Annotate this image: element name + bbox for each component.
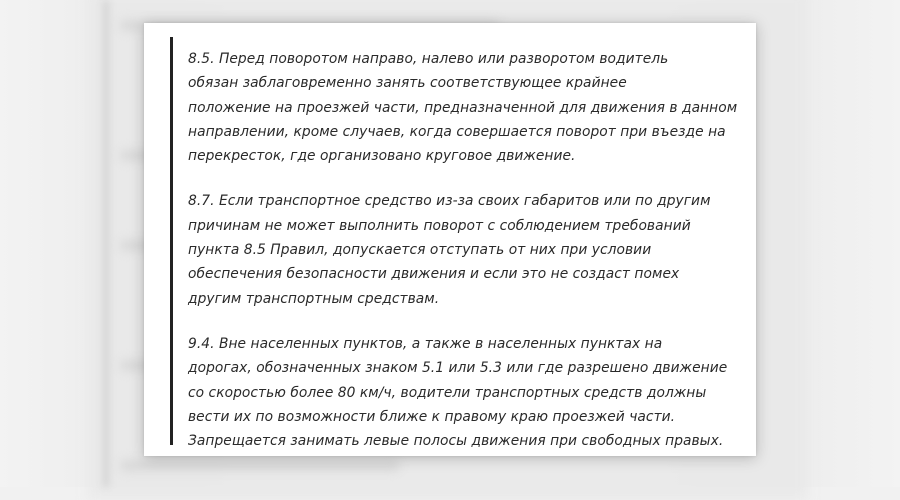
quote-card bbox=[144, 23, 756, 456]
paragraph-line: пункта 8.5 Правил, допускается отступать от них при условии bbox=[188, 242, 652, 259]
paragraph-line: 8.5. Перед поворотом направо, налево или разворотом водитель bbox=[188, 51, 669, 67]
paragraph-line: вести их по возможности ближе к правому краю проезжей части. bbox=[188, 408, 676, 425]
paragraph-line: причинам не может выполнить поворот с соблюдением требований bbox=[188, 217, 691, 234]
paragraph-line: положение на проезжей части, предназначенной для движения в данном bbox=[188, 99, 738, 116]
paragraph-line: со скоростью более 80 км/ч, водители транспортных средств должны bbox=[188, 384, 707, 401]
paragraph-line: обязан заблаговременно занять соответствующее крайнее bbox=[188, 75, 627, 92]
quote-bar bbox=[170, 37, 173, 445]
paragraph-line: 9.4. Вне населенных пунктов, а также в населенных пунктах на bbox=[188, 335, 663, 352]
paragraph-8-7 bbox=[188, 189, 748, 310]
paragraph-line: обеспечения безопасности движения и если это не создаст помех bbox=[188, 266, 680, 283]
blurred-background-bar bbox=[104, 0, 108, 487]
paragraph-line: Запрещается занимать левые полосы движения при свободных правых. bbox=[188, 433, 724, 450]
paragraph-line: направлении, кроме случаев, когда совершается поворот при въезде на bbox=[188, 123, 726, 140]
paragraph-line: другим транспортным средствам. bbox=[188, 290, 440, 307]
paragraph-line: дорогах, обозначенных знаком 5.1 или 5.3 или где разрешено движение bbox=[188, 360, 728, 377]
paragraph-line: 8.7. Если транспортное средство из-за своих габаритов или по другим bbox=[188, 193, 711, 210]
quote-content bbox=[188, 47, 748, 474]
paragraph-line: перекресток, где организовано круговое движение. bbox=[188, 148, 576, 165]
paragraph-8-5 bbox=[188, 47, 748, 168]
paragraph-9-4 bbox=[188, 332, 748, 453]
